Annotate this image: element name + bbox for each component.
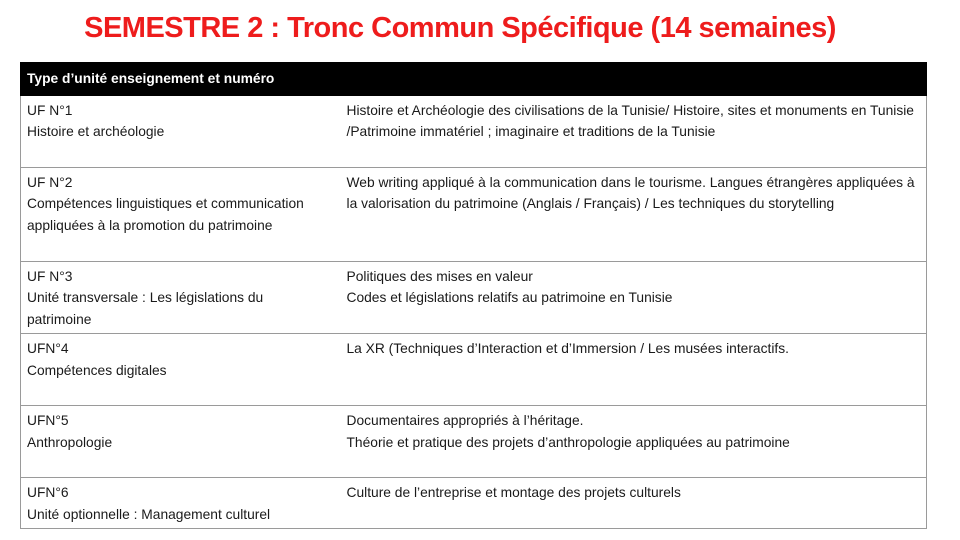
unit-number: UF N°1	[27, 102, 73, 118]
unit-cell	[21, 95, 333, 167]
unit-number: UFN°5	[27, 413, 69, 428]
unit-content: Documentaires appropriés à l’héritage.	[346, 413, 584, 428]
slide-title: SEMESTRE 2 : Tronc Commun Spécifique (14 semaines)	[84, 12, 836, 44]
table-row	[21, 478, 927, 529]
unit-content: Web writing appliqué à la communication dans le tourisme. Langues étrangères appliquées à la valorisation du patrimoine (Anglais / Français) / Les techniques du storytelling	[346, 174, 915, 211]
table-row	[21, 406, 927, 478]
unit-cell	[21, 261, 333, 334]
unit-content: Histoire et Archéologie des civilisations de la Tunisie/ Histoire, sites et monuments en Tunisie /Patrimoine immatériel ; imaginaire et traditions de la Tunisie	[346, 102, 914, 139]
unit-number: UF N°2	[27, 174, 73, 190]
table-header-cell: Type d’unité enseignement et numéro	[21, 63, 333, 96]
units-table	[20, 62, 927, 529]
table-row	[21, 334, 927, 406]
table-row	[21, 167, 927, 261]
content-cell	[333, 167, 927, 261]
content-cell	[333, 334, 927, 406]
table-row	[21, 261, 927, 334]
table-header-empty	[333, 63, 927, 96]
content-cell	[333, 478, 927, 529]
content-cell	[333, 95, 927, 167]
unit-cell	[21, 167, 333, 261]
unit-content: Culture de l’entreprise et montage des projets culturels	[346, 485, 681, 500]
unit-content: Politiques des mises en valeur	[346, 268, 533, 284]
unit-name: Unité transversale : Les législations du patrimoine	[27, 290, 264, 327]
unit-cell	[21, 334, 333, 406]
unit-name: Unité optionnelle : Management culturel	[27, 506, 271, 522]
unit-name: Anthropologie	[27, 434, 113, 450]
content-cell	[333, 261, 927, 334]
table-row	[21, 95, 927, 167]
unit-number: UFN°4	[27, 341, 69, 356]
unit-content-line2: Codes et législations relatifs au patrimoine en Tunisie	[346, 290, 673, 305]
unit-name: Histoire et archéologie	[27, 124, 165, 139]
content-cell	[333, 406, 927, 478]
unit-number: UF N°3	[27, 268, 73, 284]
unit-name: Compétences digitales	[27, 362, 167, 378]
unit-cell	[21, 406, 333, 478]
unit-number: UFN°6	[27, 485, 69, 500]
table-header-row	[21, 63, 927, 96]
unit-cell	[21, 478, 333, 529]
unit-content-line2: Théorie et pratique des projets d’anthropologie appliquées au patrimoine	[346, 434, 790, 450]
unit-name: Compétences linguistiques et communication appliquées à la promotion du patrimoine	[27, 196, 304, 233]
unit-content: La XR (Techniques d’Interaction et d’Immersion / Les musées interactifs.	[346, 341, 789, 356]
